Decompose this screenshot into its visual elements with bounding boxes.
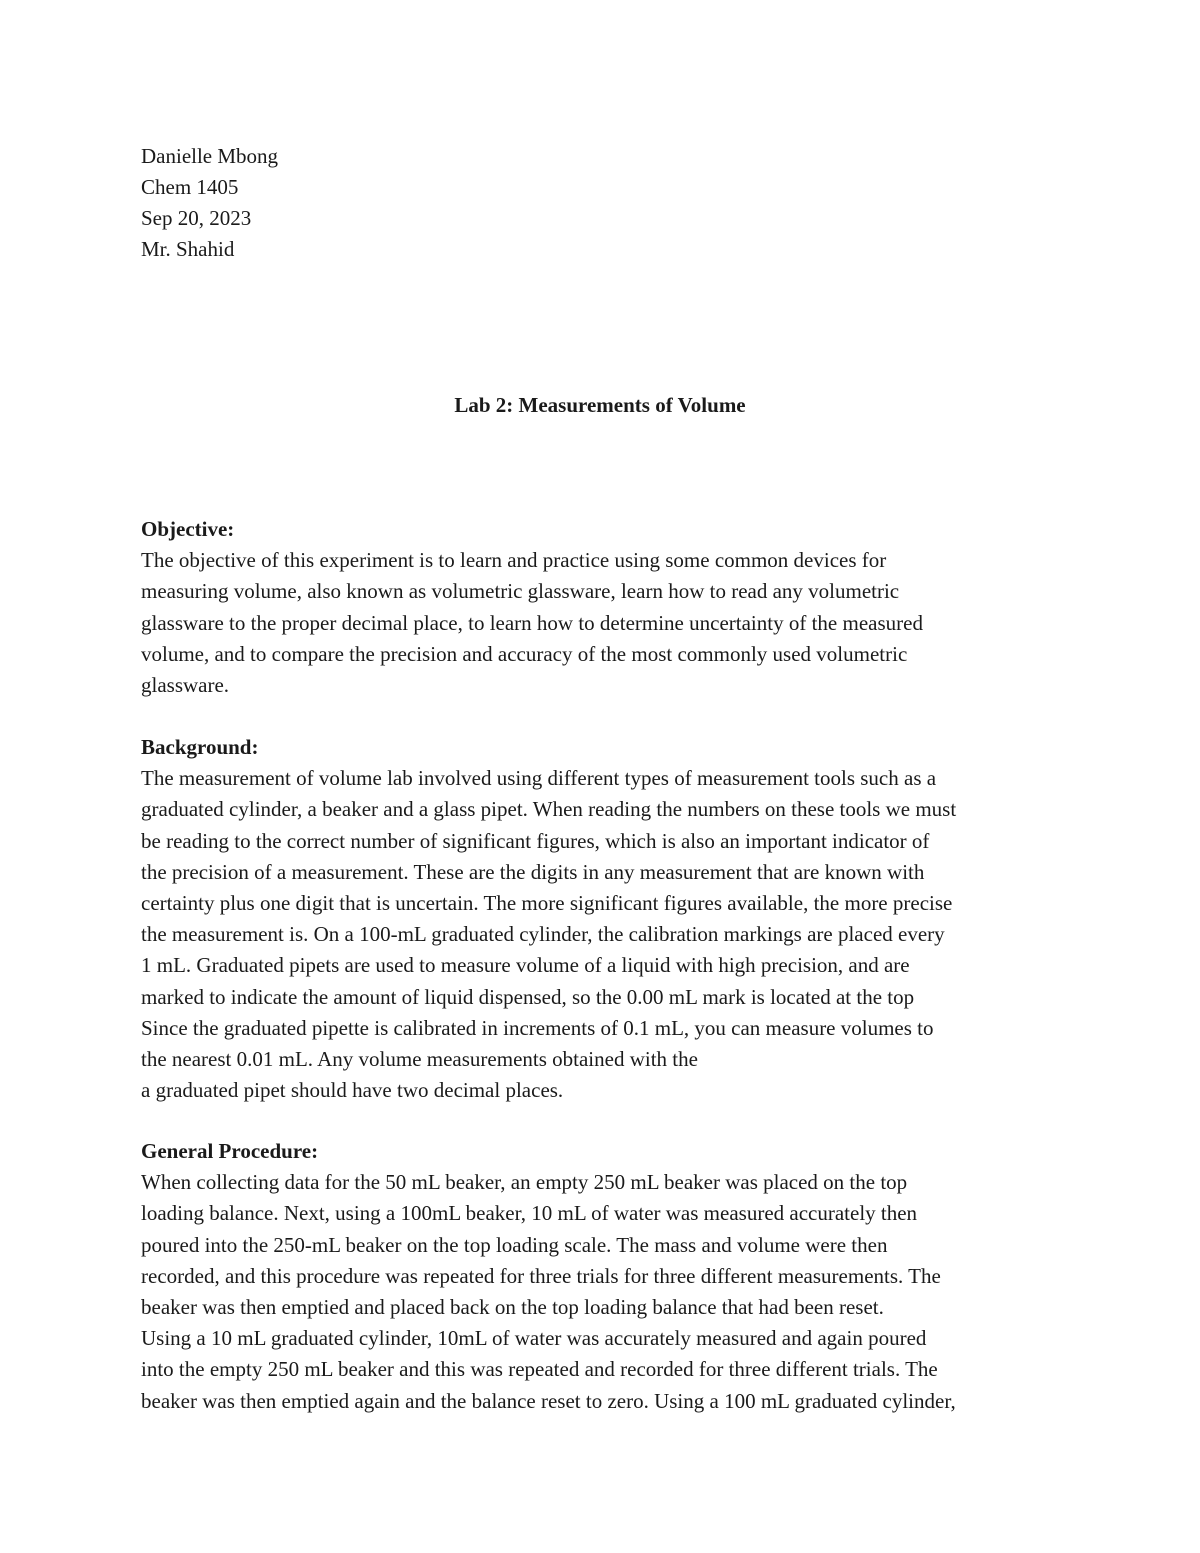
course-name: Chem 1405 — [141, 175, 239, 199]
background-section — [141, 732, 1081, 1106]
objective-line: glassware to the proper decimal place, to learn how to determine uncertainty of the measured — [141, 610, 923, 635]
header-block — [141, 141, 278, 265]
objective-line: volume, and to compare the precision and accuracy of the most commonly used volumetric — [141, 641, 908, 666]
procedure-line: recorded, and this procedure was repeated for three trials for three different measurements. The — [141, 1263, 941, 1288]
procedure-line: into the empty 250 mL beaker and this was repeated and recorded for three different trials. The — [141, 1357, 938, 1382]
background-line: The measurement of volume lab involved using different types of measurement tools such as a — [141, 766, 937, 791]
background-heading: Background: — [141, 735, 259, 759]
procedure-line: Using a 10 mL graduated cylinder, 10mL of water was accurately measured and again poured — [141, 1326, 927, 1351]
procedure-line: beaker was then emptied again and the balance reset to zero. Using a 100 mL graduated cylinder, — [141, 1388, 956, 1413]
objective-line: measuring volume, also known as volumetric glassware, learn how to read any volumetric — [141, 579, 900, 604]
background-line: a graduated pipet should have two decimal places. — [141, 1078, 564, 1103]
author-name: Danielle Mbong — [141, 144, 279, 168]
procedure-heading: General Procedure: — [141, 1139, 319, 1163]
objective-section — [141, 514, 1081, 701]
background-line: the precision of a measurement. These are the digits in any measurement that are known with — [141, 859, 925, 884]
procedure-line: beaker was then emptied and placed back on the top loading balance that had been reset. — [141, 1295, 884, 1320]
procedure-line: When collecting data for the 50 mL beaker, an empty 250 mL beaker was placed on the top — [141, 1170, 908, 1195]
objective-heading: Objective: — [141, 517, 235, 541]
instructor-name: Mr. Shahid — [141, 237, 235, 261]
objective-line: The objective of this experiment is to learn and practice using some common devices for — [141, 548, 887, 573]
background-line: the nearest 0.01 mL. Any volume measurements obtained with the — [141, 1047, 698, 1072]
procedure-section — [141, 1136, 1081, 1417]
page-title: Lab 2: Measurements of Volume — [454, 393, 746, 417]
background-line: certainty plus one digit that is uncertain. The more significant figures available, the more precise — [141, 891, 953, 916]
procedure-line: loading balance. Next, using a 100mL beaker, 10 mL of water was measured accurately then — [141, 1201, 918, 1226]
background-line: the measurement is. On a 100-mL graduated cylinder, the calibration markings are placed every — [141, 922, 945, 947]
report-date: Sep 20, 2023 — [141, 206, 252, 230]
background-line: 1 mL. Graduated pipets are used to measure volume of a liquid with high precision, and are — [141, 953, 910, 978]
background-line: be reading to the correct number of significant figures, which is also an important indicator of — [141, 828, 930, 853]
background-line: marked to indicate the amount of liquid dispensed, so the 0.00 mL mark is located at the top — [141, 984, 915, 1009]
background-line: Since the graduated pipette is calibrated in increments of 0.1 mL, you can measure volumes to — [141, 1015, 934, 1040]
background-line: graduated cylinder, a beaker and a glass pipet. When reading the numbers on these tools we must — [141, 797, 957, 822]
procedure-line: poured into the 250-mL beaker on the top loading scale. The mass and volume were then — [141, 1232, 888, 1257]
objective-line: glassware. — [141, 673, 230, 698]
